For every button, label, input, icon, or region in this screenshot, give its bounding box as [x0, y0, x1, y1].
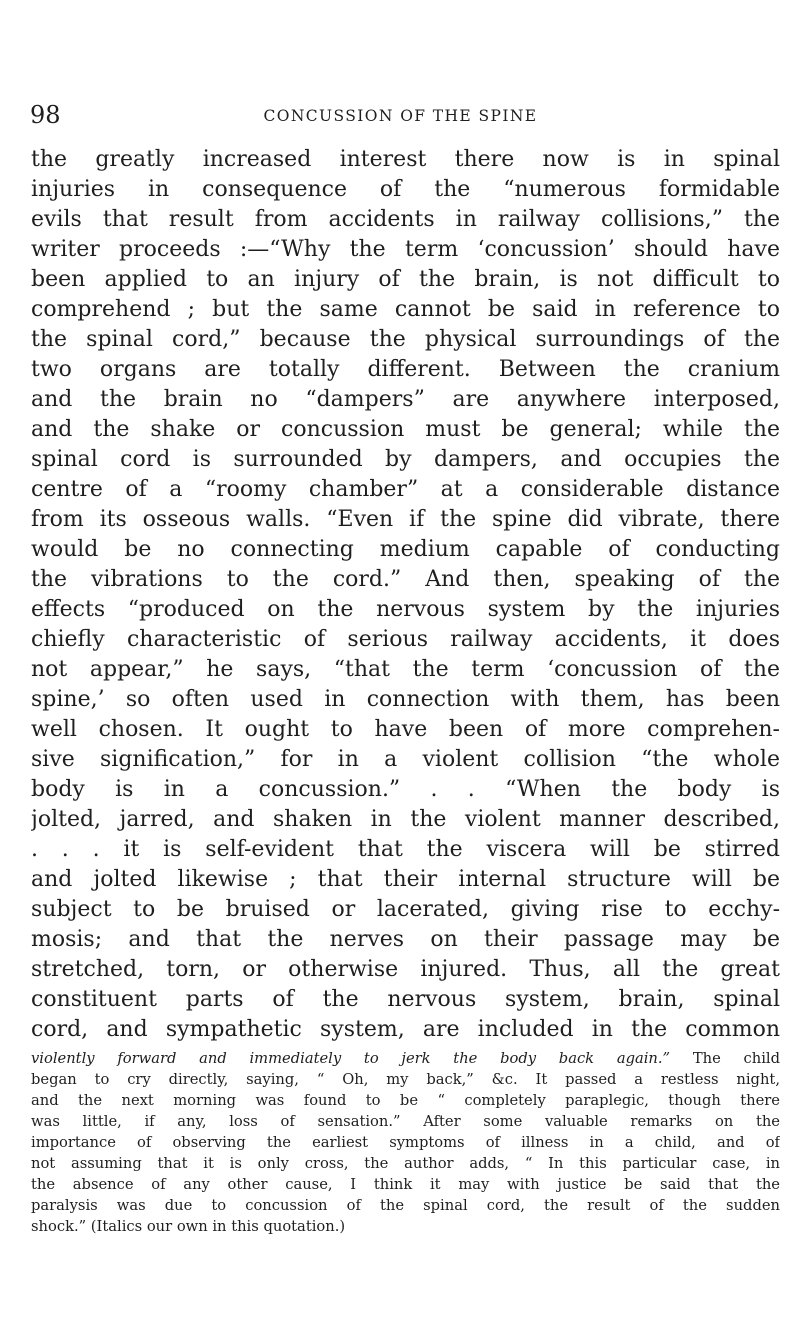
running-head: CONCUSSION OF THE SPINE	[263, 107, 538, 125]
text-line: the spinal cord,” because the physical surroundings of the	[31, 327, 780, 352]
text-line: not assuming that it is only cross, the author adds, “ In this particular case, in	[31, 1155, 780, 1172]
text-line: effects “produced on the nervous system by the injuries	[31, 597, 780, 622]
text-line: writer proceeds :—“Why the term ‘concussion’ should have	[31, 237, 780, 262]
text-line: from its osseous walls. “Even if the spine did vibrate, there	[31, 507, 780, 532]
text-line: not appear,” he says, “that the term ‘concussion of the	[31, 657, 780, 682]
text-line: the absence of any other cause, I think it may with justice be said that the	[31, 1176, 780, 1193]
text-segment: The child	[670, 1050, 780, 1067]
text-line: constituent parts of the nervous system, brain, spinal	[31, 987, 780, 1012]
page-number: 98	[30, 101, 61, 129]
text-line: well chosen. It ought to have been of more comprehen-	[31, 717, 780, 742]
text-line: paralysis was due to concussion of the spinal cord, the result of the sudden	[31, 1197, 780, 1214]
text-line: body is in a concussion.” . . “When the body is	[31, 777, 780, 802]
text-line: the greatly increased interest there now is in spinal	[31, 147, 780, 172]
italic-quotation: violently forward and immediately to jerk the body back again.”	[31, 1050, 671, 1067]
text-line: jolted, jarred, and shaken in the violent manner described,	[31, 807, 780, 832]
text-line: subject to be bruised or lacerated, giving rise to ecchy-	[31, 897, 780, 922]
text-line: two organs are totally different. Between the cranium	[31, 357, 780, 382]
text-line: cord, and sympathetic system, are included in the common	[31, 1017, 780, 1042]
text-line: . . . it is self-evident that the viscera will be stirred	[31, 837, 780, 862]
text-line: been applied to an injury of the brain, is not difficult to	[31, 267, 780, 292]
text-line: injuries in consequence of the “numerous formidable	[31, 177, 780, 202]
text-line: sive signification,” for in a violent collision “the whole	[31, 747, 780, 772]
text-line: spine,’ so often used in connection with them, has been	[31, 687, 780, 712]
text-line: centre of a “roomy chamber” at a considerable distance	[31, 477, 780, 502]
text-line: mosis; and that the nerves on their passage may be	[31, 927, 780, 952]
text-line: and jolted likewise ; that their internal structure will be	[31, 867, 780, 892]
text-line: the vibrations to the cord.” And then, speaking of the	[31, 567, 780, 592]
text-line: would be no connecting medium capable of conducting	[31, 537, 780, 562]
text-line: was little, if any, loss of sensation.” After some valuable remarks on the	[31, 1113, 780, 1130]
text-line: and the next morning was found to be “ completely paraplegic, though there	[31, 1092, 780, 1109]
text-line: stretched, torn, or otherwise injured. Thus, all the great	[31, 957, 780, 982]
text-line: importance of observing the earliest symptoms of illness in a child, and of	[31, 1134, 780, 1151]
text-line: spinal cord is surrounded by dampers, and occupies the	[31, 447, 780, 472]
text-line: evils that result from accidents in railway collisions,” the	[31, 207, 780, 232]
text-line: began to cry directly, saying, “ Oh, my back,” &c. It passed a restless night,	[31, 1071, 780, 1088]
text-line-mixed	[31, 1048, 780, 1069]
text-line: and the shake or concussion must be general; while the	[31, 417, 780, 442]
text-line: comprehend ; but the same cannot be said in reference to	[31, 297, 780, 322]
text-line: shock.” (Italics our own in this quotation.)	[31, 1218, 346, 1235]
text-line: and the brain no “dampers” are anywhere interposed,	[31, 387, 780, 412]
text-line: chiefly characteristic of serious railway accidents, it does	[31, 627, 780, 652]
